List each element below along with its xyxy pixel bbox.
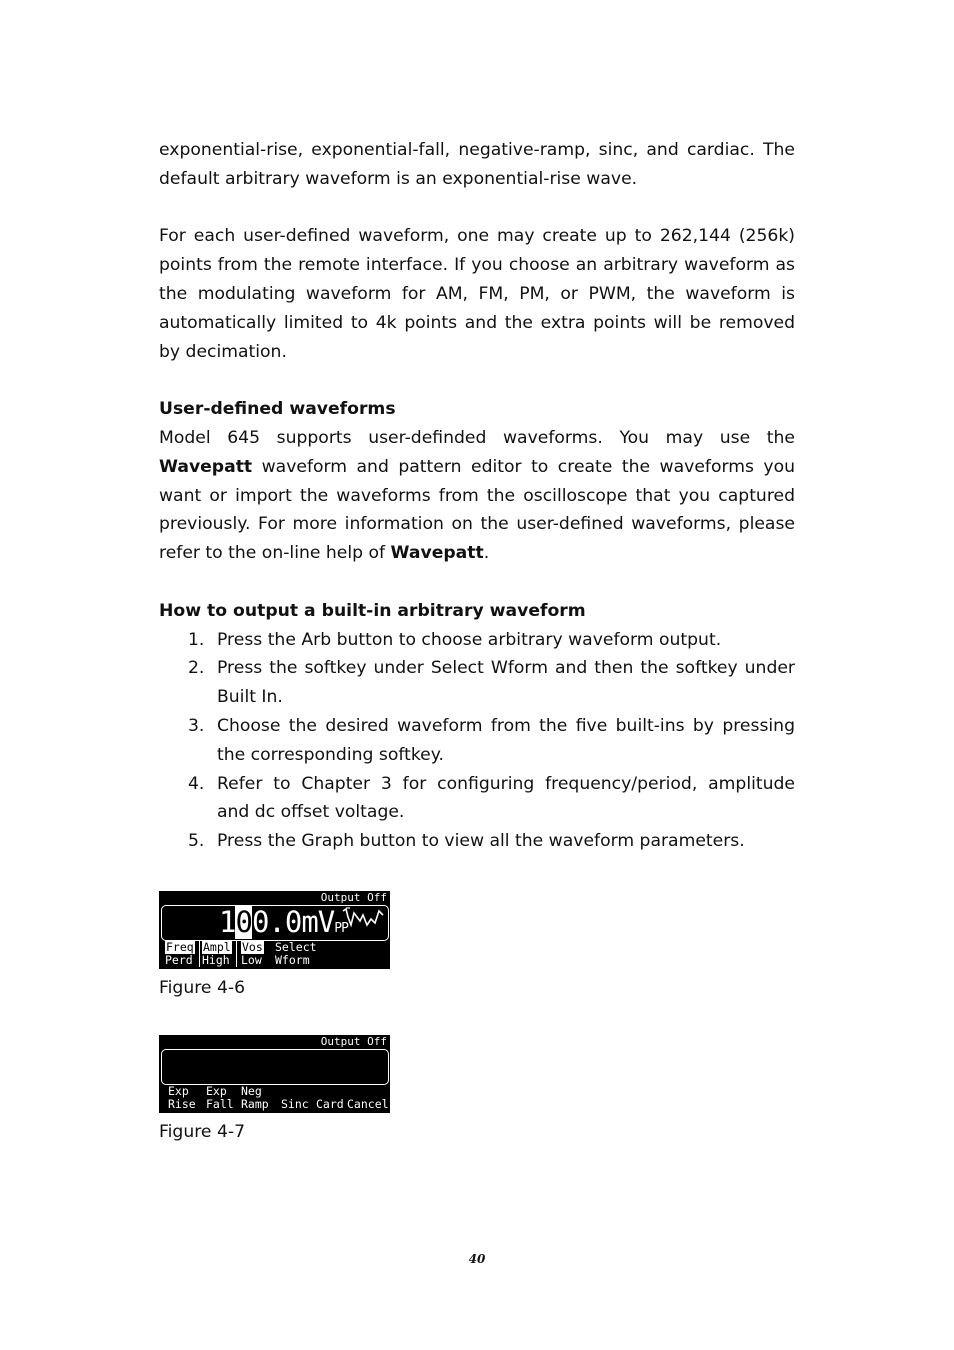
list-item: 5. Press the Graph button to view all the waveform parameters. (188, 831, 745, 852)
softkey-freq-perd[interactable]: Freq Perd (165, 940, 194, 967)
output-status: Output Off (320, 1035, 387, 1048)
page-number: 40 (468, 1252, 486, 1266)
steps-list (159, 626, 795, 856)
heading-user-defined-waveforms: User-defined waveforms (159, 399, 396, 420)
paragraph-built-in-list: exponential-rise, exponential-fall, negative-ramp, sinc, and cardiac. The default arbitrary waveform is an exponential-rise wave. (159, 140, 795, 189)
list-item: 1. Press the Arb button to choose arbitrary waveform output. (188, 629, 722, 650)
softkey-labels (159, 1085, 390, 1113)
softkey-exp-rise[interactable]: Exp Rise (168, 1084, 196, 1111)
paragraph-wavepatt: Model 645 supports user-definded waveforms. You may use the Wavepatt waveform and pattern editor to create the waveforms you want or import the waveforms from the oscilloscope that you captured previously. For more information on the user-defined waveforms, please refer to the on-line help of Wavepatt. (159, 427, 795, 564)
list-item: 2. Press the softkey under Select Wform and then the softkey under Built In. (188, 658, 795, 708)
page-body (159, 136, 795, 856)
softkey-card[interactable]: Card (316, 1097, 344, 1111)
softkey-ampl-high[interactable]: Ampl High (202, 940, 231, 967)
paragraph-user-defined-points: For each user-defined waveform, one may create up to 262,144 (256k) points from the remote interface. If you choose an arbitrary waveform as the modulating waveform for AM, FM, PM, or PWM, the waveform is automatically limited to 4k points and the extra points will be removed by decimation. (159, 226, 795, 362)
output-status: Output Off (320, 891, 387, 904)
arbitrary-waveform-icon (341, 907, 385, 929)
figure-caption-4-7: Figure 4-7 (159, 1122, 246, 1142)
softkey-vos-low[interactable]: Vos Low (241, 940, 263, 967)
lcd-display-figure-4-6 (159, 891, 390, 969)
figure-caption-4-6: Figure 4-6 (159, 978, 246, 998)
value-box (161, 1049, 389, 1085)
softkey-cancel[interactable]: Cancel (347, 1097, 389, 1111)
softkey-select-wform[interactable]: Select Wform (275, 940, 317, 967)
softkey-labels (159, 941, 390, 969)
amplitude-value: 100.0mVPP (219, 905, 348, 939)
softkey-neg-ramp[interactable]: Neg Ramp (241, 1084, 269, 1111)
softkey-sinc[interactable]: Sinc (281, 1097, 309, 1111)
list-item: 4. Refer to Chapter 3 for configuring frequency/period, amplitude and dc offset voltage. (188, 773, 795, 823)
heading-output-built-in: How to output a built-in arbitrary waveform (159, 600, 586, 621)
list-item: 3. Choose the desired waveform from the five built-ins by pressing the corresponding softkey. (188, 715, 795, 765)
lcd-display-figure-4-7 (159, 1035, 390, 1113)
softkey-exp-fall[interactable]: Exp Fall (206, 1084, 234, 1111)
edit-cursor: 0 (235, 905, 252, 939)
